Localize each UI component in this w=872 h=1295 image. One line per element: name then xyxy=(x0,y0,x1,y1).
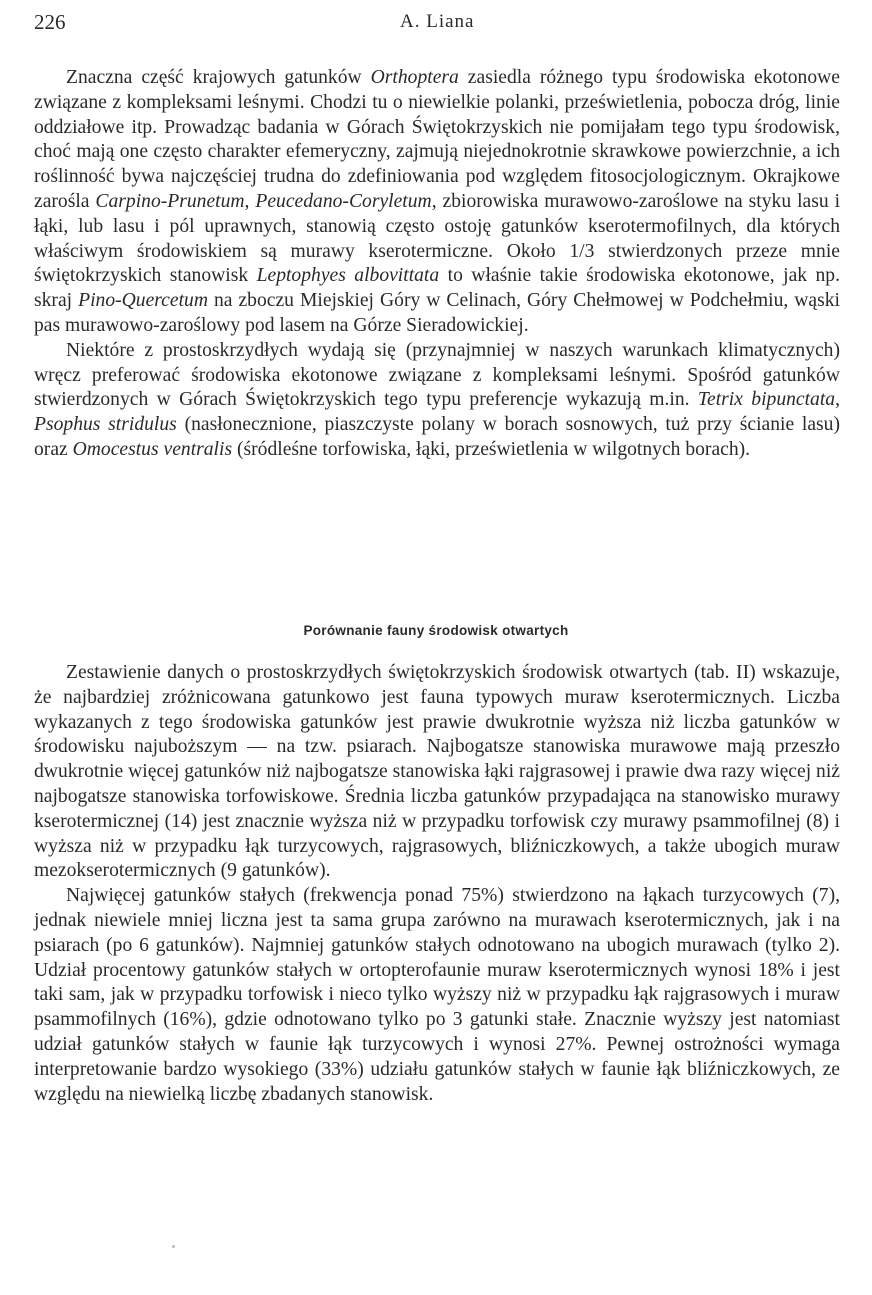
text-run: (śródleśne torfowiska, łąki, prześwietlenia w wilgotnych borach). xyxy=(232,438,751,460)
species-name: Carpino-Prunetum xyxy=(95,190,245,212)
section-heading: Porównanie fauny środowisk otwartych xyxy=(303,623,569,638)
page-header xyxy=(34,10,838,40)
species-name: Peucedano-Coryletum xyxy=(255,190,432,212)
species-name: Leptophyes albovittata xyxy=(256,265,440,287)
page-number: 226 xyxy=(34,10,66,34)
species-name: Psophus stridulus xyxy=(34,414,177,436)
species-name: Pino-Quercetum xyxy=(78,290,208,312)
text-run: Niektóre z prostoskrzydłych wydają się (przynajmniej w naszych warunkach klimatycznych) wręcz preferować środowiska ekotonowe związane z kompleksami leśnymi. Spośród gatunków stwierdzonych w Górach Świętokrzyskich tego typu preferencje wykazują m.in. xyxy=(34,339,840,411)
paragraph xyxy=(34,884,840,1107)
species-name: Omocestus ventralis xyxy=(72,438,233,460)
species-name: Orthoptera xyxy=(370,67,459,88)
paragraph xyxy=(34,339,840,463)
text-run: na zboczu Miejskiej Góry w Celinach, Góry Chełmowej w Podchełmiu, wąski pas murawowo-zaroślowy pod lasem na Górze Sieradowickiej. xyxy=(34,290,840,336)
text-run: to właśnie takie środowiska ekotonowe, jak np. skraj xyxy=(34,265,840,312)
paragraph xyxy=(34,66,840,339)
text-run: , xyxy=(835,389,840,411)
text-run: Najwięcej gatunków stałych (frekwencja ponad 75%) stwierdzono na łąkach turzycowych (7), jednak niewiele mniej liczna jest ta sama grupa zarówno na murawach kserotermicznych, jak i na psiarach (po 6 gatunków). Najmniej gatunków stałych odnotowano na ubogich murawach (tylko 2). Udział procentowy gatunków stałych w ortopterofaunie muraw kserotermicznych wynosi 18% i jest taki sam, jak w przypadku torfowisk i nieco tylko wyższy niż w przypadku łąk rajgrasowych i muraw psammofilnych (16%), gdzie odnotowano tylko po 3 gatunki stałe. Znacznie wyższy jest natomiast udział gatunków stałych w faunie łąk turzycowych i wynosi 27%. Pewnej ostrożności wymaga interpretowanie bardzo wysokiego (33%) udziału gatunków stałych w faunie łąk bliźniczkowych, ze względu na niewielką liczbę zbadanych stanowisk. xyxy=(34,885,840,1105)
text-run: Znaczna część krajowych gatunków xyxy=(66,67,371,88)
species-name: Tetrix bipunctata xyxy=(697,389,836,411)
text-run: zasiedla różnego typu środowiska ekotonowe związane z kompleksami leśnymi. Chodzi tu o niewielkie polanki, prześwietlenia, pobocza dróg, linie oddziałowe itp. Prowadząc badania w Górach Świętokrzyskich nie pomijałam tego typu środowisk, choć mają one często charakter efemeryczny, zajmują niejednokrotnie skrawkowe powierzchnie, a ich roślinność bywa najczęściej trudna do zdefiniowania pod względem fitosocjologicznym. Okrajkowe zarośla xyxy=(34,67,840,212)
text-run: Zestawienie danych o prostoskrzydłych świętokrzyskich środowisk otwartych (tab. II) wskazuje, że najbardziej zróżnicowana gatunkowo jest fauna typowych muraw kserotermicznych. Liczba wykazanych z tego środowiska gatunków jest prawie dwukrotnie wyższa niż liczba gatunków w środowisku najuboższym — na tzw. psiarach. Najbogatsze stanowiska murawowe mają przeszło dwukrotnie więcej gatunków niż najbogatsze stanowiska łąki rajgrasowej i prawie dwa razy więcej niż najbogatsze stanowiska torfowiskowe. Średnia liczba gatunków przypadająca na stanowisko murawy kserotermicznej (14) jest znacznie wyższa niż w przypadku torfowisk czy murawy psammofilnej (8) i wyższa niż w przypadku łąk turzycowych, rajgrasowych, bliźniczkowych, a także ubogich muraw mezokserotermicznych (9 gatunków). xyxy=(34,662,840,882)
running-head: A. Liana xyxy=(400,11,475,32)
text-run: , xyxy=(244,190,256,212)
section-comparison xyxy=(34,661,840,1107)
text-run: (nasłonecznione, piaszczyste polany w borach sosnowych, tuż przy ścianie lasu) oraz xyxy=(34,414,841,460)
paragraph xyxy=(34,661,840,884)
scan-speck xyxy=(172,1245,175,1248)
section-ecotone xyxy=(34,66,840,463)
text-run: , zbiorowiska murawowo-zaroślowe na styku lasu i łąki, lub lasu i pól uprawnych, stanowią często ostoję gatunków kserotermofilnych, dla których właściwym środowiskiem są murawy kserotermiczne. Około 1/3 stwierdzonych przeze mnie świętokrzyskich stanowisk xyxy=(34,190,841,287)
